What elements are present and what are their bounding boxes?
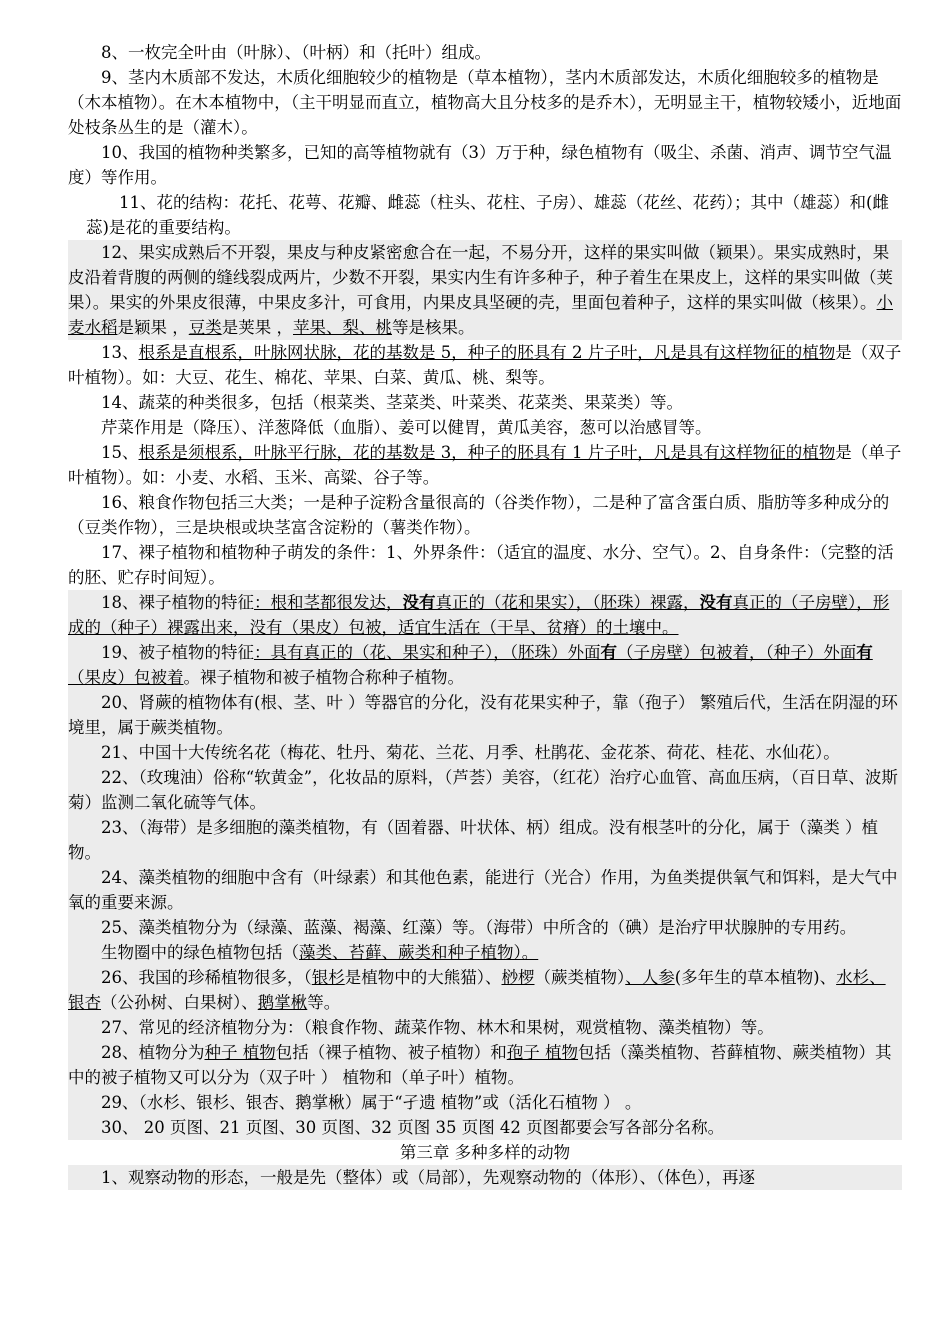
item-12: 12、果实成熟后不开裂，果皮与种皮紧密愈合在一起，不易分开，这样的果实叫做（颖果）。果实成熟时，果皮沿着背腹的两侧的缝线裂成两片，少数不开裂，果实内生有许多种子，种子着生在果皮上，这样的果实叫做（荚果）。果实的外果皮很薄，中果皮多汁，可食用，内果皮具坚硬的壳，里面包着种子，这样的果实叫做（核果）。小麦水稻是颖果 ，豆类是荚果 ，苹果、梨、桃等是核果。 (68, 240, 902, 340)
item-29: 29、（水杉、银杉、银杏、鹅掌楸）属于“孑遗 植物”或（活化石植物 ） 。 (68, 1090, 902, 1115)
item-19: 19、被子植物的特征：具有真正的（花、果实和种子），（胚珠）外面有（子房壁）包被着，（种子）外面有（果皮）包被着。裸子植物和被子植物合称种子植物。 (68, 640, 902, 690)
item-21: 21、中国十大传统名花（梅花、牡丹、菊花、兰花、月季、杜鹃花、金花茶、荷花、桂花、水仙花）。 (68, 740, 902, 765)
item-animals-1: 1、观察动物的形态，一般是先（整体）或（局部），先观察动物的（体形）、（体色），再逐 (68, 1165, 902, 1190)
item-9: 9、茎内木质部不发达，木质化细胞较少的植物是（草本植物），茎内木质部发达，木质化细胞较多的植物是（木本植物）。在木本植物中，（主干明显而直立，植物高大且分枝多的是乔木），无明显主干，植物较矮小，近地面处枝条丛生的是（灌木）。 (68, 68, 902, 137)
chapter-title: 第三章 多种多样的动物 (399, 1143, 571, 1162)
item-celery: 芹菜作用是（降压）、洋葱降低（血脂）、姜可以健胃，黄瓜美容，葱可以治感冒等。 (101, 418, 712, 437)
item-10: 10、我国的植物种类繁多，已知的高等植物就有（3）万于种，绿色植物有（吸尘、杀菌、消声、调节空气温度）等作用。 (68, 143, 892, 187)
item-25: 25、藻类植物分为（绿藻、蓝藻、褐藻、红藻）等。（海带）中所含的（碘）是治疗甲状腺肿的专用药。 (68, 915, 902, 940)
item-17: 17、裸子植物和植物种子萌发的条件：1、外界条件：（适宜的温度、水分、空气）。2、自身条件：（完整的活的胚、贮存时间短）。 (68, 543, 894, 587)
item-8: 8、一枚完全叶由（叶脉）、（叶柄）和（托叶）组成。 (101, 43, 491, 62)
item-16: 16、粮食作物包括三大类；一是种子淀粉含量很高的（谷类作物），二是种了富含蛋白质、脂肪等多种成分的（豆类作物），三是块根或块茎富含淀粉的（薯类作物）。 (68, 493, 890, 537)
item-14: 14、蔬菜的种类很多，包括（根菜类、茎菜类、叶菜类、花菜类、果菜类）等。 (101, 393, 683, 412)
item-27: 27、常见的经济植物分为：（粮食作物、蔬菜作物、林木和果树，观赏植物、藻类植物）等。 (68, 1015, 902, 1040)
item-18: 18、裸子植物的特征：根和茎都很发达，没有真正的（花和果实），（胚珠）裸露，没有真正的（子房壁），形成的（种子）裸露出来，没有（果皮）包被，适宜生活在（干旱、贫瘠）的土壤中。 (68, 590, 902, 640)
item-24: 24、藻类植物的细胞中含有（叶绿素）和其他色素，能进行（光合）作用，为鱼类提供氧气和饵料，是大气中氧的重要来源。 (68, 865, 902, 915)
item-11: 11、花的结构：花托、花萼、花瓣、雌蕊（柱头、花柱、子房）、雄蕊（花丝、花药）；其中（雄蕊）和(雌蕊)是花的重要结构。 (86, 193, 889, 237)
item-30: 30、 20 页图、21 页图、30 页图、32 页图 35 页图 42 页图都要会写各部分名称。 (68, 1115, 902, 1140)
item-green-plants: 生物圈中的绿色植物包括（藻类、苔藓、蕨类和种子植物）。 (68, 940, 902, 965)
item-20: 20、肾蕨的植物体有(根、茎、叶 ）等器官的分化，没有花果实种子，靠（孢子） 繁殖后代，生活在阴湿的环境里，属于蕨类植物。 (68, 690, 902, 740)
item-23: 23、（海带）是多细胞的藻类植物，有（固着器、叶状体、柄）组成。没有根茎叶的分化，属于（藻类 ）植物。 (68, 815, 902, 865)
item-15: 15、根系是须根系，叶脉平行脉，花的基数是 3，种子的胚具有 1 片子叶，凡是具有这样物征的植物是（单子叶植物）。如：小麦、水稻、玉米、高粱、谷子等。 (68, 443, 902, 487)
item-13: 13、根系是直根系，叶脉网状脉，花的基数是 5，种子的胚具有 2 片子叶，凡是具有这样物征的植物是（双子叶植物）。如：大豆、花生、棉花、苹果、白菜、黄瓜、桃、梨等。 (68, 343, 902, 387)
item-26: 26、我国的珍稀植物很多，（银杉是植物中的大熊猫）、桫椤（蕨类植物）、人参(多年生的草本植物)、水杉、银杏（公孙树、白果树）、鹅掌楸等。 (68, 965, 902, 1015)
item-22: 22、（玫瑰油）俗称“软黄金”，化妆品的原料，（芦荟）美容，（红花）治疗心血管、高血压病，（百日草、波斯菊）监测二氧化硫等气体。 (68, 765, 902, 815)
item-28: 28、植物分为种子 植物包括（裸子植物、被子植物）和孢子 植物包括（藻类植物、苔藓植物、蕨类植物）其中的被子植物又可以分为（双子叶 ） 植物和（单子叶）植物。 (68, 1040, 902, 1090)
